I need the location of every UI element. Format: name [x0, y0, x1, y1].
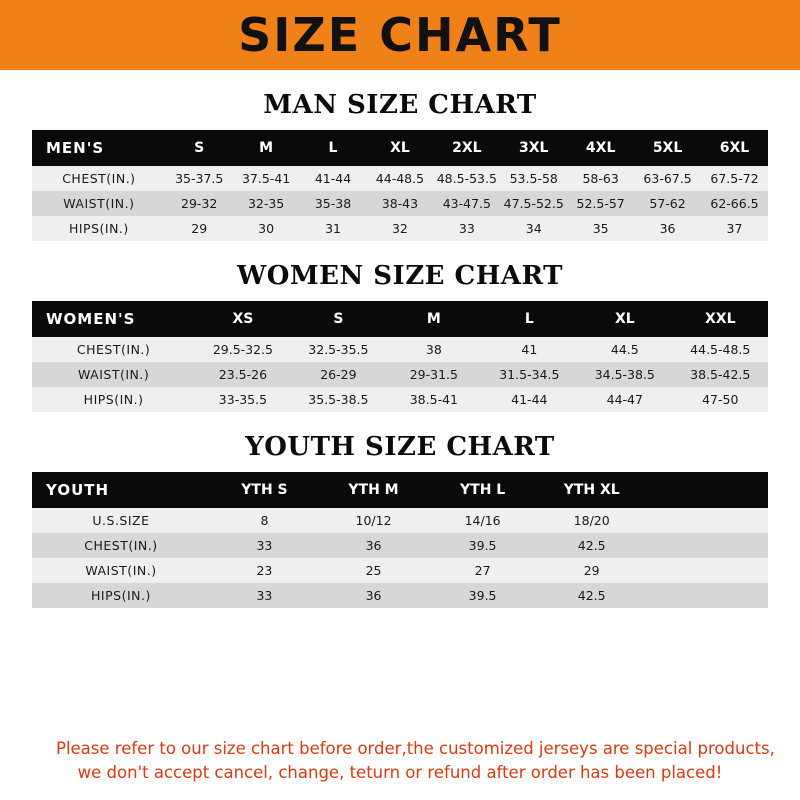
- men-row0-c8: 63-67.5: [634, 166, 701, 191]
- men-header-2xl: 2XL: [433, 130, 500, 166]
- page-title: SIZE CHART: [238, 8, 562, 62]
- table-row: [32, 533, 768, 558]
- women-header-xl: XL: [577, 301, 672, 337]
- men-row0-label: CHEST(IN.): [32, 166, 166, 191]
- women-row1-c6: 38.5-42.5: [673, 362, 768, 387]
- table-row: [32, 362, 768, 387]
- men-size-section: [32, 84, 768, 241]
- men-row1-c7: 52.5-57: [567, 191, 634, 216]
- women-row0-label: CHEST(IN.): [32, 337, 195, 362]
- table-row: [32, 387, 768, 412]
- men-section-title: MAN SIZE CHART: [263, 90, 537, 120]
- youth-row3-c3: 39.5: [428, 583, 537, 608]
- men-row1-c4: 38-43: [366, 191, 433, 216]
- men-row1-c6: 47.5-52.5: [500, 191, 567, 216]
- table-row: [32, 166, 768, 191]
- youth-row1-c4: 42.5: [537, 533, 646, 558]
- youth-row1-c1: 33: [210, 533, 319, 558]
- youth-size-section: [32, 426, 768, 608]
- women-row2-c3: 38.5-41: [386, 387, 481, 412]
- youth-row3-spacer: [646, 583, 768, 608]
- men-table-head: [32, 130, 768, 166]
- men-header-3xl: 3XL: [500, 130, 567, 166]
- men-header-4xl: 4XL: [567, 130, 634, 166]
- women-row1-c1: 23.5-26: [195, 362, 290, 387]
- youth-table-body: [32, 508, 768, 608]
- men-row1-c9: 62-66.5: [701, 191, 768, 216]
- table-row: [32, 558, 768, 583]
- men-header-6xl: 6XL: [701, 130, 768, 166]
- table-header-row: [32, 130, 768, 166]
- men-row2-c8: 36: [634, 216, 701, 241]
- women-row1-c4: 31.5-34.5: [482, 362, 577, 387]
- table-row: [32, 337, 768, 362]
- footer-line-1: Please refer to our size chart before order,the customized jerseys are special products,: [56, 738, 775, 758]
- banner-accent-left: [0, 0, 22, 70]
- youth-row3-c4: 42.5: [537, 583, 646, 608]
- men-table-body: [32, 166, 768, 241]
- women-table-body: [32, 337, 768, 412]
- men-row0-c9: 67.5-72: [701, 166, 768, 191]
- table-row: [32, 508, 768, 533]
- table-row: [32, 583, 768, 608]
- youth-row0-c1: 8: [210, 508, 319, 533]
- women-row0-c6: 44.5-48.5: [673, 337, 768, 362]
- men-row2-c7: 35: [567, 216, 634, 241]
- header-banner: [0, 0, 800, 70]
- women-row2-c6: 47-50: [673, 387, 768, 412]
- women-row0-c5: 44.5: [577, 337, 672, 362]
- women-header-xxl: XXL: [673, 301, 768, 337]
- table-row: [32, 216, 768, 241]
- footer-disclaimer: [32, 727, 775, 800]
- chart-content: [0, 70, 800, 800]
- men-row0-c5: 48.5-53.5: [433, 166, 500, 191]
- youth-row2-c4: 29: [537, 558, 646, 583]
- women-header-s: S: [291, 301, 386, 337]
- youth-row3-c2: 36: [319, 583, 428, 608]
- men-header-m: M: [233, 130, 300, 166]
- men-row0-c7: 58-63: [567, 166, 634, 191]
- women-row0-c4: 41: [482, 337, 577, 362]
- women-row0-c3: 38: [386, 337, 481, 362]
- youth-row2-c2: 25: [319, 558, 428, 583]
- youth-header-label: YOUTH: [32, 472, 210, 508]
- men-row0-c4: 44-48.5: [366, 166, 433, 191]
- women-row2-c5: 44-47: [577, 387, 672, 412]
- youth-row3-label: HIPS(IN.): [32, 583, 210, 608]
- men-row1-label: WAIST(IN.): [32, 191, 166, 216]
- men-header-l: L: [300, 130, 367, 166]
- youth-row0-c3: 14/16: [428, 508, 537, 533]
- men-row1-c1: 29-32: [166, 191, 233, 216]
- men-header-label: MEN'S: [32, 130, 166, 166]
- men-row1-c3: 35-38: [300, 191, 367, 216]
- youth-header-xl: YTH XL: [537, 472, 646, 508]
- youth-row0-c2: 10/12: [319, 508, 428, 533]
- youth-row1-label: CHEST(IN.): [32, 533, 210, 558]
- women-size-section: [32, 255, 768, 412]
- youth-row0-label: U.S.SIZE: [32, 508, 210, 533]
- women-table-head: [32, 301, 768, 337]
- youth-size-table: [32, 472, 768, 608]
- men-row1-c8: 57-62: [634, 191, 701, 216]
- table-row: [32, 191, 768, 216]
- women-section-title: WOMEN SIZE CHART: [237, 261, 563, 291]
- women-row0-c2: 32.5-35.5: [291, 337, 386, 362]
- women-row1-label: WAIST(IN.): [32, 362, 195, 387]
- youth-header-spacer: [646, 472, 768, 508]
- men-row1-c5: 43-47.5: [433, 191, 500, 216]
- youth-row2-spacer: [646, 558, 768, 583]
- youth-row0-c4: 18/20: [537, 508, 646, 533]
- banner-accent-right: [778, 0, 800, 70]
- youth-row2-c3: 27: [428, 558, 537, 583]
- youth-row0-spacer: [646, 508, 768, 533]
- men-row2-c5: 33: [433, 216, 500, 241]
- women-header-label: WOMEN'S: [32, 301, 195, 337]
- youth-row3-c1: 33: [210, 583, 319, 608]
- youth-row1-c3: 39.5: [428, 533, 537, 558]
- youth-row1-spacer: [646, 533, 768, 558]
- table-header-row: [32, 301, 768, 337]
- women-header-m: M: [386, 301, 481, 337]
- men-row2-c9: 37: [701, 216, 768, 241]
- men-row2-label: HIPS(IN.): [32, 216, 166, 241]
- men-row0-c3: 41-44: [300, 166, 367, 191]
- youth-header-l: YTH L: [428, 472, 537, 508]
- youth-header-m: YTH M: [319, 472, 428, 508]
- men-row2-c1: 29: [166, 216, 233, 241]
- youth-table-head: [32, 472, 768, 508]
- men-header-xl: XL: [366, 130, 433, 166]
- men-row2-c4: 32: [366, 216, 433, 241]
- footer-line-2: we don't accept cancel, change, teturn or refund after order has been placed!: [77, 763, 723, 783]
- men-row2-c6: 34: [500, 216, 567, 241]
- women-row2-label: HIPS(IN.): [32, 387, 195, 412]
- women-header-xs: XS: [195, 301, 290, 337]
- men-row2-c2: 30: [233, 216, 300, 241]
- men-row2-c3: 31: [300, 216, 367, 241]
- youth-section-title: YOUTH SIZE CHART: [245, 432, 555, 462]
- men-header-5xl: 5XL: [634, 130, 701, 166]
- women-row2-c1: 33-35.5: [195, 387, 290, 412]
- men-row0-c2: 37.5-41: [233, 166, 300, 191]
- women-row1-c3: 29-31.5: [386, 362, 481, 387]
- women-row2-c4: 41-44: [482, 387, 577, 412]
- men-row0-c1: 35-37.5: [166, 166, 233, 191]
- youth-row1-c2: 36: [319, 533, 428, 558]
- youth-header-s: YTH S: [210, 472, 319, 508]
- women-row1-c5: 34.5-38.5: [577, 362, 672, 387]
- women-size-table: [32, 301, 768, 412]
- women-header-l: L: [482, 301, 577, 337]
- youth-row2-c1: 23: [210, 558, 319, 583]
- men-size-table: [32, 130, 768, 241]
- men-row0-c6: 53.5-58: [500, 166, 567, 191]
- youth-row2-label: WAIST(IN.): [32, 558, 210, 583]
- men-row1-c2: 32-35: [233, 191, 300, 216]
- women-row1-c2: 26-29: [291, 362, 386, 387]
- men-header-s: S: [166, 130, 233, 166]
- table-header-row: [32, 472, 768, 508]
- women-row0-c1: 29.5-32.5: [195, 337, 290, 362]
- women-row2-c2: 35.5-38.5: [291, 387, 386, 412]
